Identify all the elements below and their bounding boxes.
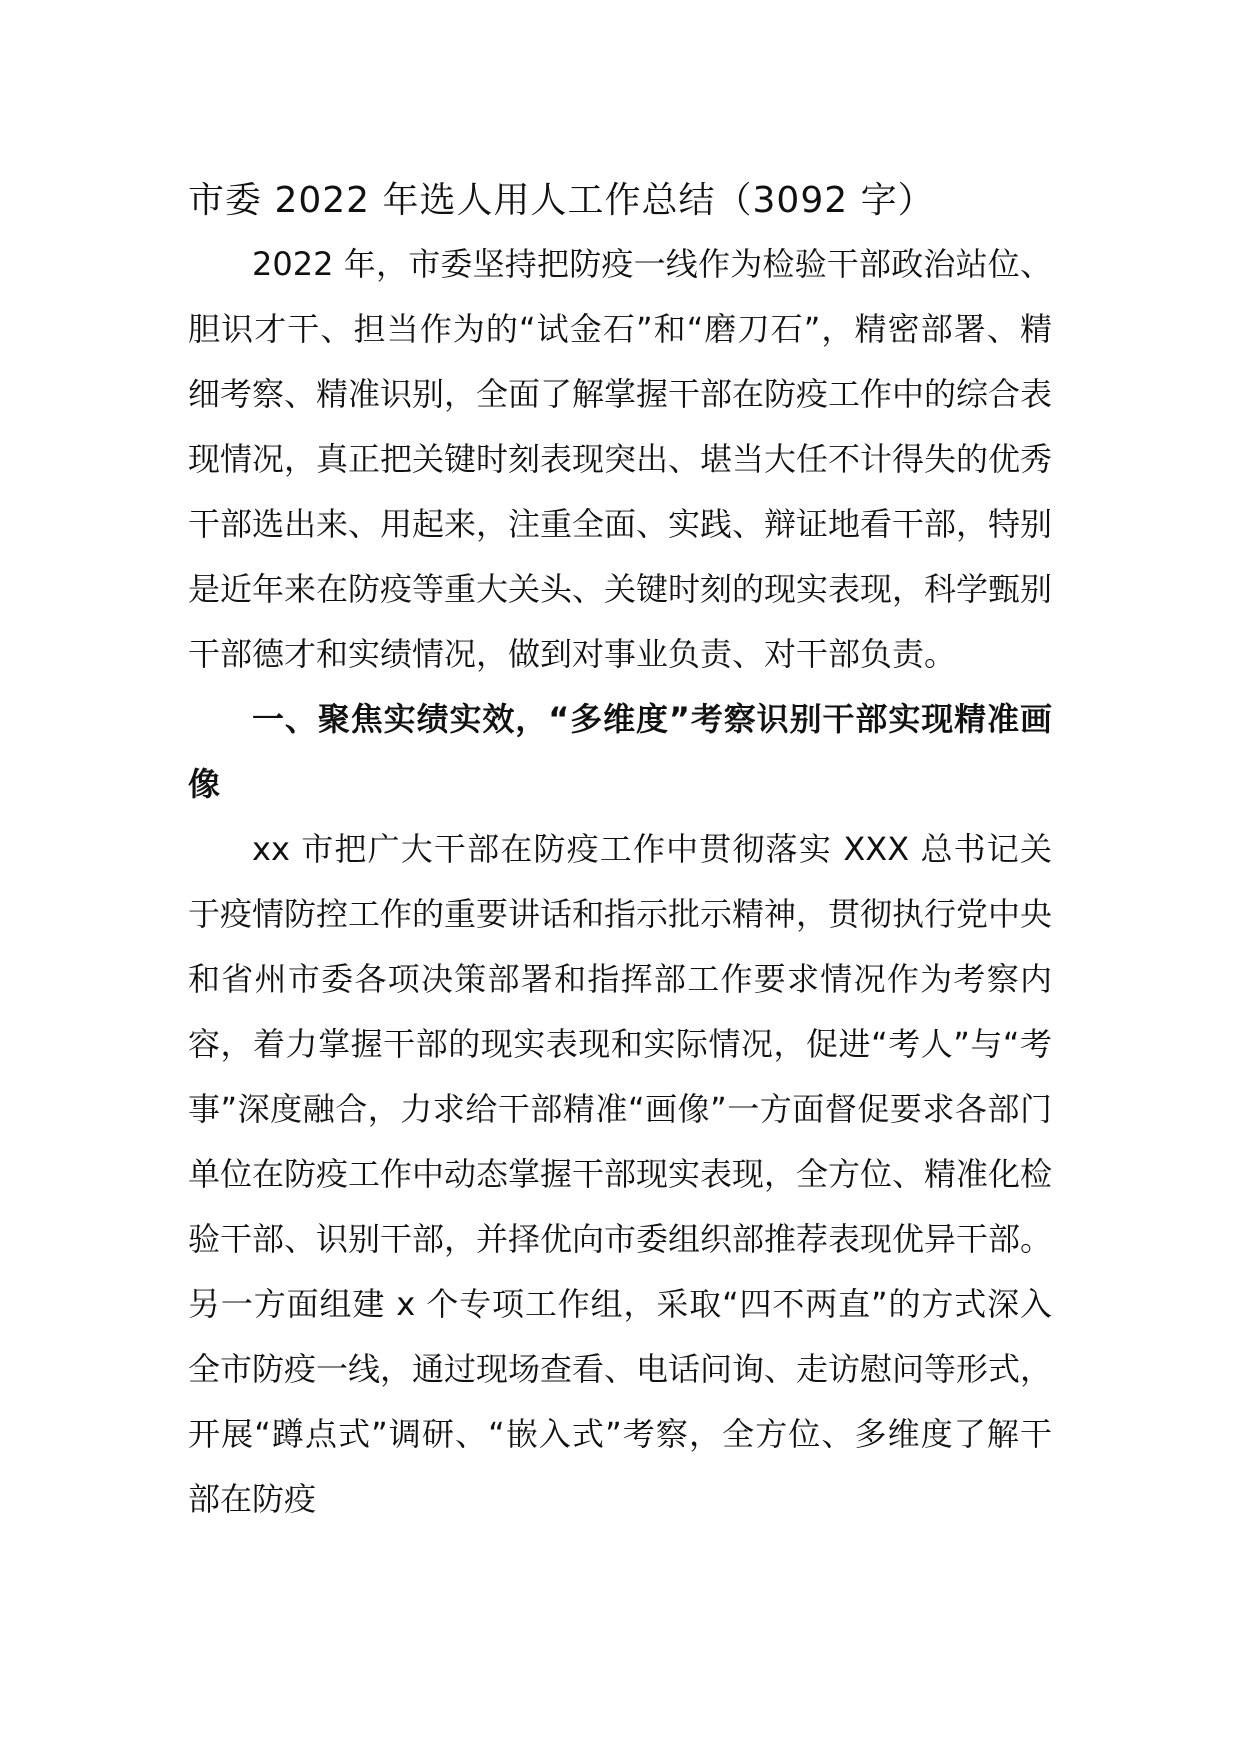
intro-paragraph: 2022 年，市委坚持把防疫一线作为检验干部政治站位、胆识才干、担当作为的“试金石”和“磨刀石”，精密部署、精细考察、精准识别，全面了解掌握干部在防疫工作中的综合表现情况，真正把关键时刻表现突出、堪当大任不计得失的优秀干部选出来、用起来，注重全面、实践、辩证地看干部，特别是近年来在防疫等重大关头、关键时刻的现实表现，科学甄别干部德才和实绩情况，做到对事业负责、对干部负责。	[188, 245, 1053, 673]
section-heading-1: 一、聚焦实绩实效，“多维度”考察识别干部实现精准画像	[188, 700, 1052, 803]
document-body	[188, 170, 1052, 1532]
section-1-paragraph: xx 市把广大干部在防疫工作中贯彻落实 XXX 总书记关于疫情防控工作的重要讲话和指示批示精神，贯彻执行党中央和省州市委各项决策部署和指挥部工作要求情况作为考察内容，着力掌握干部的现实表现和实际情况，促进“考人”与“考事”深度融合，力求给干部精准“画像”一方面督促要求各部门单位在防疫工作中动态掌握干部现实表现，全方位、精准化检验干部、识别干部，并择优向市委组织部推荐表现优异干部。另一方面组建 x 个专项工作组，采取“四不两直”的方式深入全市防疫一线，通过现场查看、电话问询、走访慰问等形式，开展“蹲点式”调研、“嵌入式”考察，全方位、多维度了解干部在防疫	[188, 830, 1053, 1518]
document-title: 市委 2022 年选人用人工作总结（3092 字）	[188, 180, 935, 221]
